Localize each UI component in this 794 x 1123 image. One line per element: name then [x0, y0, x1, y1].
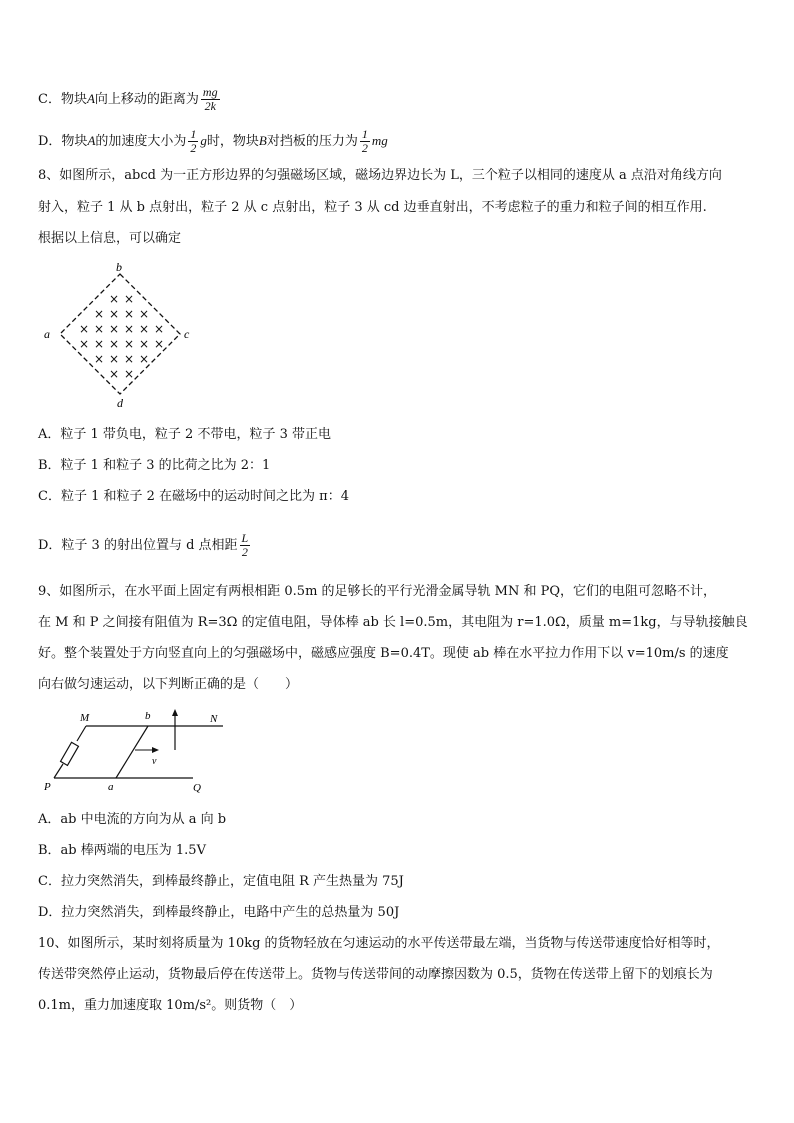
q10-stem-line-3: 0.1m，重力加速度取 10m/s²。则货物（ ） [38, 998, 303, 1013]
field-mark: × [109, 352, 120, 366]
label-a: a [108, 781, 114, 793]
resistor [61, 742, 79, 765]
field-arrow-head [172, 709, 178, 716]
label-c: c [184, 327, 190, 341]
q8-magnetic-field-figure [38, 262, 198, 412]
q9-stem-line-4: 向右做匀速运动，以下判断正确的是（ ） [38, 677, 299, 692]
field-mark: × [79, 337, 90, 351]
field-mark: × [109, 307, 120, 321]
q9-stem-line-1: 9、如图所示，在水平面上固定有两根相距 0.5m 的足够长的平行光滑金属导轨 MN 和 PQ，它们的电阻可忽略不计， [38, 584, 717, 599]
fraction [360, 128, 370, 155]
field-mark: × [154, 322, 165, 336]
field-mark: × [139, 337, 150, 351]
q7-option-d [38, 128, 388, 155]
symbol-b: B [258, 133, 267, 148]
symbol-g: g [200, 133, 207, 148]
label-n: N [210, 713, 218, 725]
label-b: b [116, 262, 122, 274]
q7-option-c [38, 86, 222, 113]
rod-ab [116, 726, 148, 778]
fraction-numerator: 1 [190, 127, 197, 141]
fraction [240, 532, 251, 559]
option-text: C．物块 [38, 92, 87, 107]
fraction-numerator: mg [202, 85, 218, 99]
field-mark: × [124, 322, 135, 336]
q9-option-a: A．ab 中电流的方向为从 a 向 b [38, 812, 227, 827]
option-text: D．粒子 3 的射出位置与 d 点相距 [38, 538, 238, 553]
q10-stem-line-2: 传送带突然停止运动，货物最后停在传送带上。货物与传送带间的动摩擦因数为 0.5，货物在传送带上留下的划痕长为 [38, 967, 713, 982]
q8-option-d [38, 532, 252, 559]
q8-option-b: B．粒子 1 和粒子 3 的比荷之比为 2：1 [38, 458, 271, 473]
q9-rail-circuit-figure [38, 706, 238, 798]
label-b: b [145, 710, 151, 722]
field-mark: × [139, 322, 150, 336]
field-mark: × [124, 352, 135, 366]
field-mark: × [139, 352, 150, 366]
q9-option-c: C．拉力突然消失，到棒最终静止，定值电阻 R 产生热量为 75J [38, 874, 404, 889]
field-mark: × [154, 337, 165, 351]
fraction-denominator: 2 [190, 141, 197, 155]
label-m: M [80, 712, 90, 724]
q9-stem-line-3: 好。整个装置处于方向竖直向上的匀强磁场中，磁感应强度 B=0.4T。现使 ab 棒在水平拉力作用下以 v=10m/s 的速度 [38, 646, 729, 661]
symbol-a: A [86, 91, 95, 106]
field-mark: × [109, 322, 120, 336]
fraction-denominator: 2 [241, 545, 248, 559]
field-mark: × [124, 337, 135, 351]
field-mark: × [94, 337, 105, 351]
field-mark: × [94, 322, 105, 336]
option-text: D．物块 [38, 134, 88, 149]
option-text: 时，物块 [206, 134, 259, 149]
symbol-mg: mg [371, 133, 388, 148]
field-mark: × [124, 292, 135, 306]
field-mark: × [139, 307, 150, 321]
q8-option-c: C．粒子 1 和粒子 2 在磁场中的运动时间之比为 π：4 [38, 489, 349, 504]
field-mark: × [94, 307, 105, 321]
field-mark: × [124, 367, 135, 381]
q8-stem-line-1: 8、如图所示，abcd 为一正方形边界的匀强磁场区域，磁场边界边长为 L，三个粒子以相同的速度从 a 点沿对角线方向 [38, 168, 722, 183]
q8-option-a: A．粒子 1 带负电，粒子 2 不带电，粒子 3 带正电 [38, 427, 331, 442]
label-p: P [44, 781, 51, 793]
field-mark: × [109, 337, 120, 351]
field-mark: × [79, 322, 90, 336]
fraction-denominator: 2k [204, 99, 216, 113]
q8-stem-line-3: 根据以上信息，可以确定 [38, 231, 182, 246]
option-text: 向上移动的距离为 [94, 92, 199, 107]
fraction [201, 86, 220, 113]
fraction-numerator: 1 [361, 127, 368, 141]
label-q: Q [193, 782, 201, 794]
label-d: d [117, 396, 123, 410]
symbol-a: A [87, 133, 96, 148]
option-text: 对挡板的压力为 [266, 134, 358, 149]
label-a: a [44, 327, 50, 341]
q9-option-b: B．ab 棒两端的电压为 1.5V [38, 843, 206, 858]
field-mark: × [124, 307, 135, 321]
velocity-arrow-head [152, 747, 159, 753]
q8-stem-line-2: 射入，粒子 1 从 b 点射出，粒子 2 从 c 点射出，粒子 3 从 cd 边垂直射出，不考虑粒子的重力和粒子间的相互作用. [38, 200, 707, 215]
fraction-denominator: 2 [361, 141, 368, 155]
q9-stem-line-2: 在 M 和 P 之间接有阻值为 R=3Ω 的定值电阻，导体棒 ab 长 l=0.5m，其电阻为 r=1.0Ω，质量 m=1kg，与导轨接触良 [38, 615, 748, 630]
label-v: v [152, 756, 157, 767]
field-mark: × [109, 367, 120, 381]
option-text: 的加速度大小为 [95, 134, 187, 149]
fraction [188, 128, 198, 155]
left-wire-bottom [54, 764, 63, 778]
field-mark: × [109, 292, 120, 306]
q9-option-d: D．拉力突然消失，到棒最终静止，电路中产生的总热量为 50J [38, 905, 400, 920]
left-wire-top [77, 726, 86, 741]
q10-stem-line-1: 10、如图所示，某时刻将质量为 10kg 的货物轻放在匀速运动的水平传送带最左端，当货物与传送带速度恰好相等时， [38, 936, 720, 951]
field-mark: × [94, 352, 105, 366]
fraction-numerator: L [241, 531, 249, 545]
